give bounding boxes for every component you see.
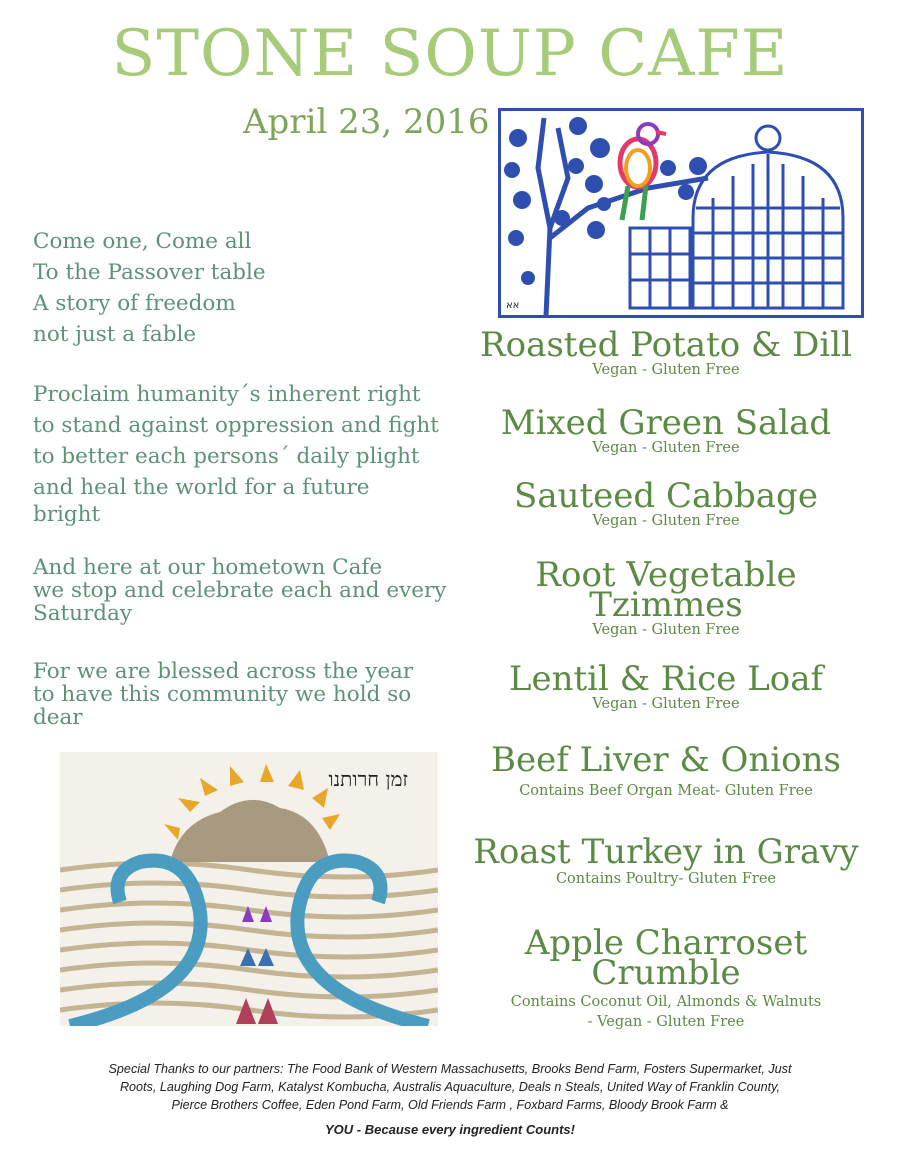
poem-line: dear xyxy=(33,705,83,730)
dish-note: Vegan - Gluten Free xyxy=(592,622,740,638)
poem-line: Proclaim humanity´s inherent right xyxy=(33,382,421,407)
dish-note: Contains Beef Organ Meat- Gluten Free xyxy=(519,783,813,799)
menu-item xyxy=(456,555,876,640)
poem-line: For we are blessed across the year xyxy=(33,659,414,684)
sponsor-line: Pierce Brothers Coffee, Eden Pond Farm, Old Friends Farm , Foxbard Farms, Bloody Brook Farm & xyxy=(171,1098,729,1112)
dish-note: Vegan - Gluten Free xyxy=(592,440,740,456)
dish-name: Root Vegetable xyxy=(535,555,797,595)
parting-sea-illustration xyxy=(60,752,438,1026)
menu-item xyxy=(456,659,876,714)
dish-name: Mixed Green Salad xyxy=(500,403,832,443)
poem-line: A story of freedom xyxy=(33,291,236,316)
dish-name: Roast Turkey in Gravy xyxy=(473,832,859,872)
poem-stanza-3 xyxy=(33,556,463,625)
poem-line: we stop and celebrate each and every xyxy=(33,578,447,603)
poem-line: to better each persons´ daily plight xyxy=(33,444,420,469)
dish-name: Beef Liver & Onions xyxy=(491,740,841,780)
dish-note: Vegan - Gluten Free xyxy=(592,696,740,712)
dish-name: Sauteed Cabbage xyxy=(514,476,818,516)
event-date: April 23, 2016 xyxy=(243,102,490,142)
menu-item xyxy=(456,403,876,458)
dish-note: Contains Poultry- Gluten Free xyxy=(555,871,777,887)
dish-name: Tzimmes xyxy=(589,585,743,625)
art-signature: אא xyxy=(506,300,520,311)
poem-stanza-4 xyxy=(33,660,463,729)
dish-note: Contains Coconut Oil, Almonds & Walnuts xyxy=(510,994,822,1010)
closing-line: YOU - Because every ingredient Counts! xyxy=(325,1122,575,1137)
menu-item xyxy=(456,325,876,380)
dish-note: - Vegan - Gluten Free xyxy=(587,1014,745,1030)
poem-line: to have this community we hold so xyxy=(33,682,412,707)
poem-line: to stand against oppression and fight xyxy=(33,413,439,438)
bird-cage-illustration xyxy=(498,108,864,318)
poem-line: Come one, Come all xyxy=(33,229,252,254)
sponsor-line: Roots, Laughing Dog Farm, Katalyst Kombucha, Australis Aquaculture, Deals n Steals, United Way of Franklin County, xyxy=(119,1080,781,1094)
poem-stanza-1 xyxy=(33,226,463,350)
page-title: STONE SOUP CAFE xyxy=(111,17,789,91)
poem-line: To the Passover table xyxy=(33,260,266,285)
menu-item xyxy=(456,832,876,889)
dish-name: Crumble xyxy=(591,953,741,993)
dish-note: Vegan - Gluten Free xyxy=(592,513,740,529)
menu-item xyxy=(456,740,876,801)
poem-stanza-2 xyxy=(33,379,463,526)
dish-note: Vegan - Gluten Free xyxy=(592,362,740,378)
dish-name: Roasted Potato & Dill xyxy=(480,325,852,365)
sponsor-line: Special Thanks to our partners: The Food Bank of Western Massachusetts, Brooks Bend Farm, Fosters Supermarket, Just xyxy=(108,1062,792,1076)
poem-line: And here at our hometown Cafe xyxy=(33,555,383,580)
hebrew-caption: זמן חרותנו xyxy=(328,767,408,791)
poem-line: and heal the world for a future xyxy=(33,475,370,500)
poem-line: bright xyxy=(33,502,101,527)
menu-item xyxy=(456,923,876,1032)
poem-line: not just a fable xyxy=(33,322,197,347)
sponsor-thanks xyxy=(20,1060,880,1114)
menu-item xyxy=(456,476,876,531)
poem-line: Saturday xyxy=(33,601,133,626)
dish-name: Apple Charroset xyxy=(524,923,808,963)
dish-name: Lentil & Rice Loaf xyxy=(508,659,824,699)
